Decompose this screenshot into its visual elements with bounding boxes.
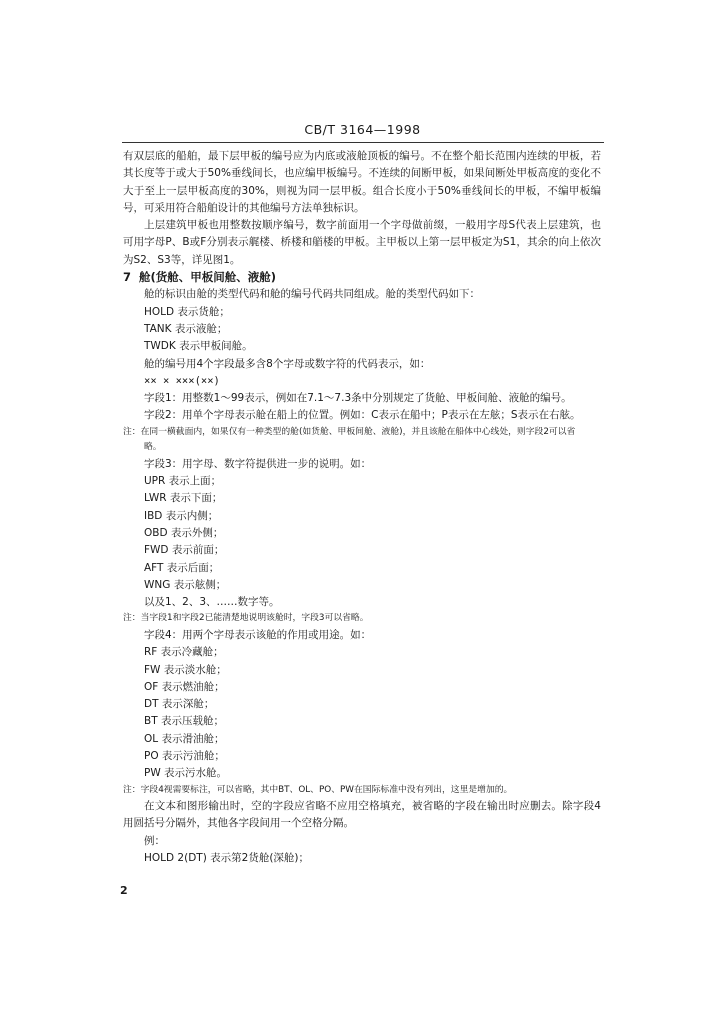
list-item-field4: DT 表示深舱； xyxy=(144,698,215,711)
list-item-field3: FWD 表示前面； xyxy=(144,544,225,557)
list-item-field3: 以及1、2、3、……数字等。 xyxy=(144,596,280,609)
example-line: HOLD 2(DT) 表示第2货舱(深舱)； xyxy=(144,851,310,864)
section-title: 舱(货舱、甲板间舱、液舱) xyxy=(139,270,277,285)
format-pattern: ×× × ×××(××) xyxy=(144,374,220,387)
note-1-continued: 略。 xyxy=(144,442,162,453)
list-item-field4: BT 表示压载舱； xyxy=(144,715,224,728)
section-7-heading xyxy=(123,269,601,286)
page-number: 2 xyxy=(120,884,128,897)
list-item-field4: OL 表示滑油舱； xyxy=(144,732,225,745)
paragraph-intro: 舱的标识由舱的类型代码和舱的编号代码共同组成。舱的类型代码如下： xyxy=(144,288,480,301)
list-item-field3: UPR 表示上面； xyxy=(144,475,222,488)
example-label: 例： xyxy=(144,834,165,847)
list-item-type: HOLD 表示货舱； xyxy=(144,305,230,318)
list-item-field4: OF 表示燃油舱； xyxy=(144,680,225,693)
paragraph-field1: 字段1：用整数1～99表示，例如在7.1～7.3条中分别规定了货舱、甲板间舱、液舱的编号。 xyxy=(144,392,572,405)
note-3: 注：字段4视需要标注，可以省略，其中BT、OL、PO、PW在国际标准中没有列出，这里是增加的。 xyxy=(123,784,513,795)
list-item-field3: AFT 表示后面； xyxy=(144,561,220,574)
section-number: 7 xyxy=(123,270,132,285)
paragraph-field3: 字段3：用字母、数字符提供进一步的说明。如： xyxy=(144,457,372,470)
paragraph-field2: 字段2：用单个字母表示舱在船上的位置。例如：C表示在船中；P表示在左舷；S表示在右舷。 xyxy=(144,409,581,422)
list-item-field3: OBD 表示外侧； xyxy=(144,526,224,539)
list-item-type: TANK 表示液舱； xyxy=(144,322,228,335)
header-rule xyxy=(122,142,604,143)
paragraph-numbering: 舱的编号用4个字段最多含8个字母或数字符的代码表示，如： xyxy=(144,357,431,370)
note-2: 注：当字段1和字段2已能清楚地说明该舱时，字段3可以省略。 xyxy=(123,613,369,624)
page-body xyxy=(123,148,601,867)
list-item-field4: PW 表示污水舱。 xyxy=(144,767,228,780)
list-item-field3: WNG 表示舷侧； xyxy=(144,578,227,591)
paragraph-field4: 字段4：用两个字母表示该舱的作用或用途。如： xyxy=(144,628,372,641)
paragraph-deck-numbering: 有双层底的船舶，最下层甲板的编号应为内底或液舱顶板的编号。不在整个船长范围内连续的甲板，若其长度等于或大于50%垂线间长，也应编甲板编号。不连续的间断甲板，如果间断处甲板高度的变化不大于至上一层甲板高度的30%，则视为同一层甲板。组合长度小于50%垂线间长的甲板，不编甲板编号，可采用符合船舶设计的其他编号方法单独标识。 xyxy=(123,150,601,214)
list-item-field4: PO 表示污油舱； xyxy=(144,750,225,762)
document-code-header: CB/T 3164—1998 xyxy=(304,122,421,137)
note-1: 注：在同一横截面内，如果仅有一种类型的舱(如货舱、甲板间舱、液舱)，并且该舱在船体中心线处，则字段2可以省 xyxy=(123,426,576,437)
list-item-type: TWDK 表示甲板间舱。 xyxy=(144,340,253,353)
paragraph-superstructure-decks: 上层建筑甲板也用整数按顺序编号，数字前面用一个字母做前缀，一般用字母S代表上层建筑，也可用字母P、B或F分别表示艉楼、桥楼和艏楼的甲板。主甲板以上第一层甲板定为S1，其余的向上依次为S2、S3等，详见图1。 xyxy=(123,219,601,266)
list-item-field4: FW 表示淡水舱； xyxy=(144,663,227,676)
paragraph-output-rules: 在文本和图形输出时，空的字段应省略不应用空格填充，被省略的字段在输出时应删去。除字段4用圆括号分隔外，其他各字段间用一个空格分隔。 xyxy=(123,800,601,830)
list-item-field4: RF 表示冷藏舱； xyxy=(144,646,224,659)
list-item-field3: IBD 表示内侧； xyxy=(144,509,219,522)
list-item-field3: LWR 表示下面； xyxy=(144,492,223,505)
